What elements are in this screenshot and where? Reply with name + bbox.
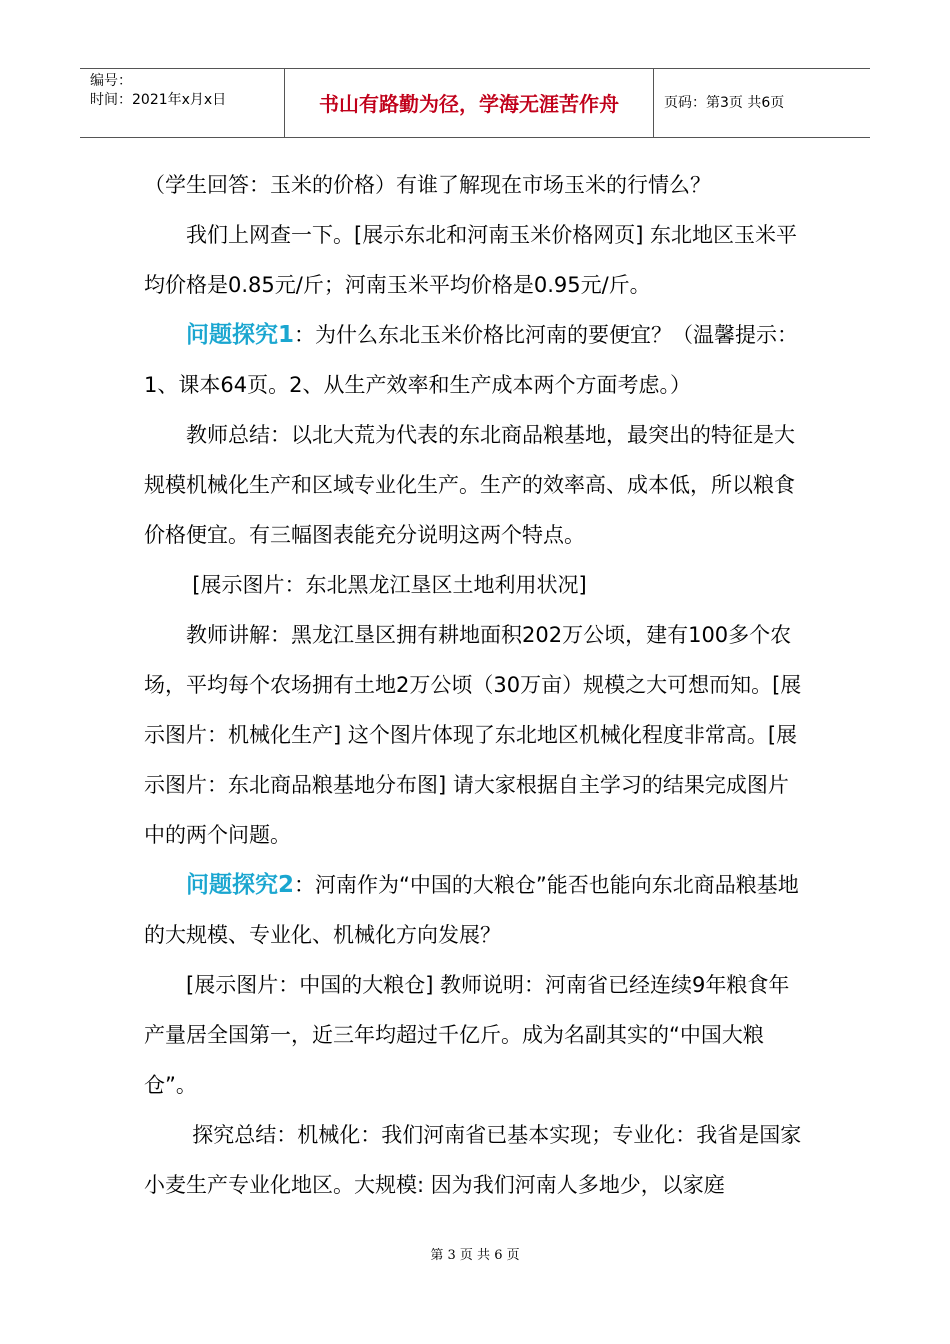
header-motto: 书山有路勤为径，学海无涯苦作舟 <box>319 92 619 116</box>
paragraph-5: [展示图片：东北黑龙江垦区土地利用状况] <box>192 573 587 597</box>
paragraph-4: 教师总结：以北大荒为代表的东北商品粮基地，最突出的特征是大规模机械化生产和区域专业化生产。生产的效率高、成本低，所以粮食价格便宜。有三幅图表能充分说明这两个特点。 <box>144 423 795 547</box>
paragraph-3 <box>144 310 804 410</box>
paragraph-1: （学生回答：玉米的价格）有谁了解现在市场玉米的行情么？ <box>144 173 711 197</box>
paragraph-6: 教师讲解：黑龙江垦区拥有耕地面积202万公顷，建有100多个农场，平均每个农场拥有土地2万公顷（30万亩）规模之大可想而知。[展示图片：机械化生产] 这个图片体现了东北地区机械化程度非常高。[展示图片：东北商品粮基地分布图] 请大家根据自主学习的结果完成图片中的两个问题。 <box>144 623 802 847</box>
document-body <box>144 160 804 1210</box>
paragraph-2: 我们上网查一下。[展示东北和河南玉米价格网页] 东北地区玉米平均价格是0.85元/斤；河南玉米平均价格是0.95元/斤。 <box>144 223 798 297</box>
page-header <box>80 68 870 138</box>
header-page-number: 页码：第3页 共6页 <box>664 95 785 111</box>
paragraph-8: [展示图片：中国的大粮仓] 教师说明：河南省已经连续9年粮食年产量居全国第一，近三年均超过千亿斤。成为名副其实的“中国大粮仓”。 <box>144 973 790 1097</box>
inquiry-label-2: 问题探究2 <box>186 872 295 898</box>
document-number-label: 编号： <box>90 73 132 89</box>
paragraph-9: 探究总结：机械化：我们河南省已基本实现；专业化：我省是国家小麦生产专业化地区。大规模: 因为我们河南人多地少，以家庭 <box>144 1123 802 1197</box>
document-date-label: 时间：2021年x月x日 <box>90 92 227 108</box>
inquiry-label-1: 问题探究1 <box>186 322 295 348</box>
header-middle-cell <box>285 69 654 137</box>
header-right-cell <box>654 69 870 137</box>
paragraph-7-text: ：河南作为“中国的大粮仓”能否也能向东北商品粮基地的大规模、专业化、机械化方向发展？ <box>144 873 799 947</box>
header-left-cell <box>80 69 285 137</box>
paragraph-3-text: ：为什么东北玉米价格比河南的要便宜？（温馨提示：1、课本64页。2、从生产效率和生产成本两个方面考虑。） <box>144 323 799 397</box>
paragraph-7 <box>144 860 804 960</box>
page-footer: 第 3 页 共 6 页 <box>430 1248 520 1263</box>
